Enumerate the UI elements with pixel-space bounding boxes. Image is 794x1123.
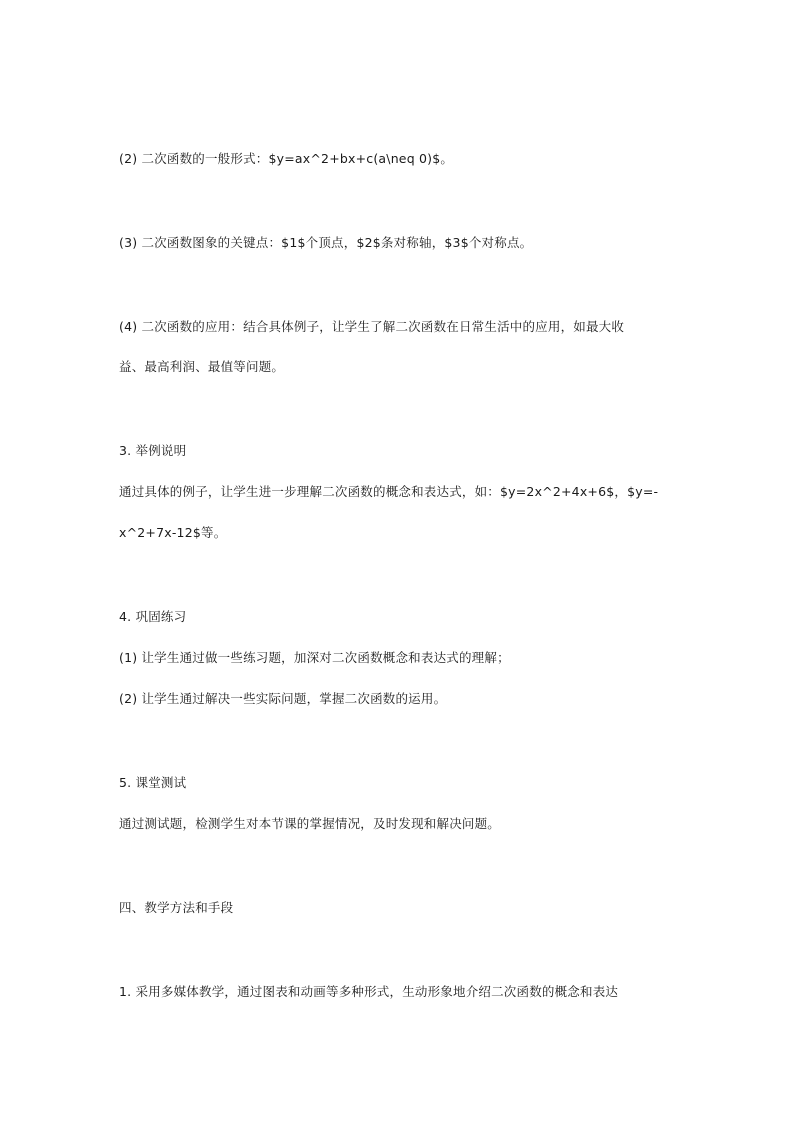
item-application-line-1: (4) 二次函数的应用：结合具体例子，让学生了解二次函数在日常生活中的应用，如最大收 xyxy=(119,319,625,334)
methods-item-1: 1. 采用多媒体教学，通过图表和动画等多种形式，生动形象地介绍二次函数的概念和表达 xyxy=(119,984,619,999)
section-heading-test: 5. 课堂测试 xyxy=(119,775,187,790)
section-heading-practice: 4. 巩固练习 xyxy=(119,609,187,624)
examples-paragraph-line-2: x^2+7x-12$等。 xyxy=(119,525,227,540)
examples-paragraph-line-1: 通过具体的例子，让学生进一步理解二次函数的概念和表达式，如：$y=2x^2+4x+6$，$y=- xyxy=(119,484,659,499)
item-application-line-2: 益、最高利润、最值等问题。 xyxy=(119,359,285,374)
test-paragraph: 通过测试题，检测学生对本节课的掌握情况，及时发现和解决问题。 xyxy=(119,816,501,831)
practice-item-1: (1) 让学生通过做一些练习题，加深对二次函数概念和表达式的理解； xyxy=(119,650,510,665)
item-key-points: (3) 二次函数图象的关键点：$1$个顶点，$2$条对称轴，$3$个对称点。 xyxy=(119,235,533,250)
section-heading-examples: 3. 举例说明 xyxy=(119,443,187,458)
practice-item-2: (2) 让学生通过解决一些实际问题，掌握二次函数的运用。 xyxy=(119,691,447,706)
item-general-form: (2) 二次函数的一般形式：$y=ax^2+bx+c(a\neq 0)$。 xyxy=(119,151,454,166)
chapter-heading-methods: 四、教学方法和手段 xyxy=(119,900,234,915)
